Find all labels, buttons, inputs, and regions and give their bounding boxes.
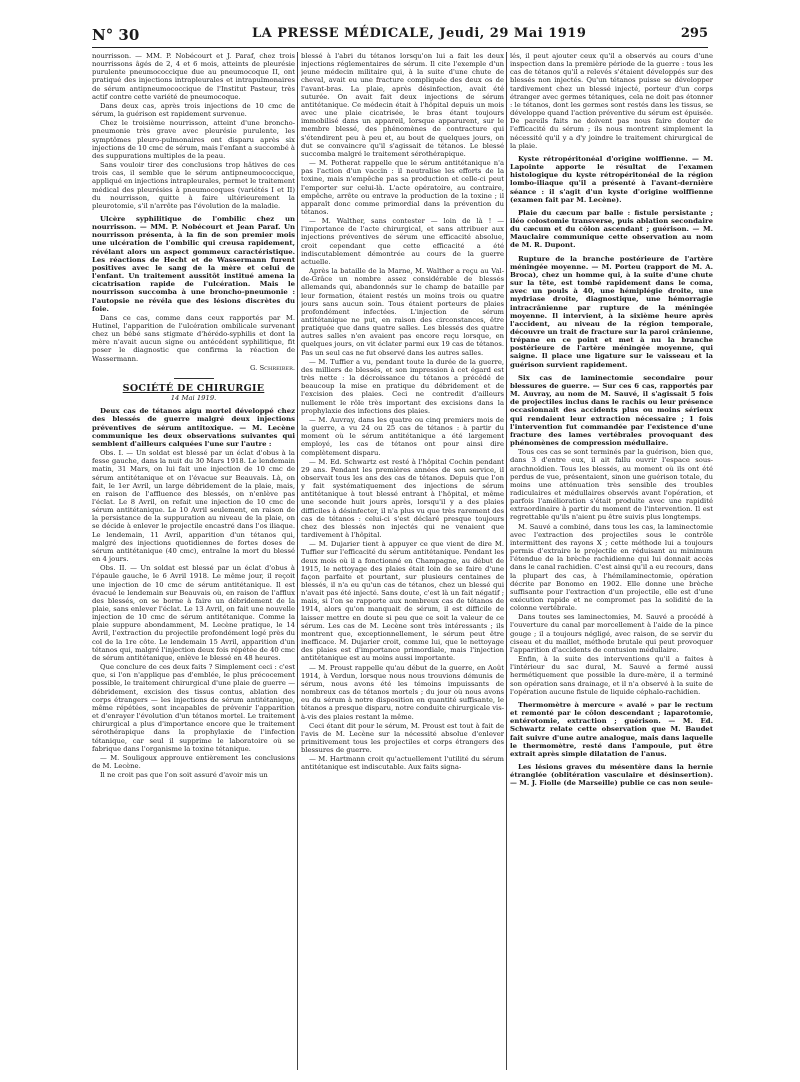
- paragraph: — M. Dujarier tient à appuyer ce que vient de dire M. Tuffier sur l'efficacité du sérum antitétanique. Pendant les deux mois où il a fonctionné en Champagne, au début de 1915, le nettoyage des plaies était loin de se faire d'une façon parfaite et pourtant, sur plusieurs centaines de blessés, il n'a eu qu'un cas de tétanos, chez un blessé qui n'avait pas été injecté. Sans doute, c'est là un fait négatif ; mais, si l'on se rapporte aux nombreux cas de tétanos de 1914, alors qu'on manquait de sérum, il est difficile de laisser mettre en doute si peu que ce soit la valeur de ce sérum. Les cas de M. Lecène sont très intéressants ; ils montrent que, exceptionnellement, le sérum peut être inefficace. M. Dujarier croit, comme lui, que le nettoyage des plaies est d'importance primordiale, mais l'injection antitétanique est au moins aussi importante.: [301, 540, 504, 663]
- paragraph: Obs. I. — Un soldat est blessé par un éclat d'obus à la fesse gauche, dans la nuit du 30 Mars 1918. Le lendemain matin, 31 Mars, on lui fait une injection de 10 cmc de sérum antitétanique et on l'évacue sur Beauvais. Là, on fait, le 1er Avril, un large débridement de la plaie, mais, en raison de l'affluence des blessés, on n'enlève pas l'éclat. Le 8 Avril, on refait une injection de 10 cmc de sérum antitétanique. Le 10 Avril seulement, en raison de la persistance de la suppuration au niveau de la plaie, on se décide à enlever le projectile encastré dans l'os iliaque. Le lendemain, 11 Avril, apparition d'un tétanos qui, malgré des injections quotidiennes de fortes doses de sérum antitétanique (40 cmc), entraîne la mort du blessé en 4 jours.: [92, 449, 295, 564]
- article-heading: Les lésions graves du mésentère dans la hernie étranglée (oblitération vasculaire et désinsertion). — M. J. Fiolle (de Marseille) publie ce cas non seule-: [510, 762, 713, 788]
- paragraph: Tous ces cas se sont terminés par la guérison, bien que, dans 3 d'entre eux, il ait fallu ouvrir l'espace sous-arachnoïdien. Tous les blessés, au moment où ils ont été perdus de vue, présentaient, sinon une guérison totale, du moins une atténuation très sensible des troubles radiculaires et médullaires observés avant l'opération, et parfois l'amélioration s'était produite avec une rapidité extraordinaire à partir du moment de l'intervention. Il est regrettable qu'ils n'aient pu être suivis plus longtemps.: [510, 448, 713, 522]
- article-heading: Plaie du cæcum par balle : fistule persistante ; iléo colostomie transverse, puis ablation secondaire du cæcum et du côlon ascendant ; guérison. — M. Mauclaire communique cette observation au nom de M. R. Dupont.: [510, 208, 713, 250]
- article-heading: Rupture de la branche postérieure de l'artère méningée moyenne. — M. Porteu (rapport de M. A. Broca), chez un homme qui, à la suite d'une chute sur la tête, est tombé rapidement dans le coma, avec un pouls à 40, une hémiplégie droite, une mydriase droite, diagnostique, une hémorragie intracrânienne par rupture de la méningée moyenne. Il intervient, à la sixième heure après l'accident, au niveau de la région temporale, découvre un trait de fracture sur la paroi crânienne, trépane en ce point et met à nu la branche postérieure de l'artère méningée moyenne, qui saigne. Il place une ligature sur le vaisseau et la guérison survient rapidement.: [510, 254, 713, 369]
- paragraph: — M. Souligoux approuve entièrement les conclusions de M. Lecène.: [92, 753, 295, 770]
- paragraph: Après la bataille de la Marne, M. Walther a reçu au Val-de-Grâce un nombre assez considérable de blessés allemands qui, abandonnés sur le champ de bataille par leur formation, étaient restés un moins trois ou quatre jours sans aucun soin. Tous étaient porteurs de plaies profondément infectées. L'injection de sérum antitétanique ne put, en raison des circonstances, être pratiquée que dans quatre salles. Les blessés des quatre autres salles n'en avaient pas encore reçu lorsque, en quelques jours, on vit éclater parmi eux 19 cas de tétanos. Pas un seul cas ne fut observé dans les autres salles.: [301, 267, 504, 357]
- column-3: [510, 52, 713, 1070]
- paragraph: — M. Ed. Schwartz est resté à l'hôpital Cochin pendant 29 ans. Pendant les premières années de son service, il observait tous les ans des cas de tétanos. Depuis que l'on y fait systématiquement des injections de sérum antitétanique à tout blessé entrant à l'hôpital, et même une seconde huit jours après, lorsqu'il y a des plaies difficiles à désinfecter, il n'a plus vu que très rarement des cas de tétanos : celui-ci s'est déclaré presque toujours chez des blessés non injectés qui ne venaient que tardivement à l'hôpital.: [301, 457, 504, 540]
- paragraph: — M. Hartmann croit qu'actuellement l'utilité du sérum antitétanique est indiscutable. Aux faits signa-: [301, 755, 504, 772]
- paragraph: — M. Tuffier a vu, pendant toute la durée de la guerre, des milliers de blessés, et son impression à cet égard est très nette : la décroissance du tétanos a précédé de beaucoup la mise en pratique du débridement et de l'excision des plaies. Ceci ne contredit d'ailleurs nullement le rôle très important des excisions dans la prophylaxie des infections des plaies.: [301, 357, 504, 415]
- article-heading: Thermomètre à mercure « avalé » par le rectum et remonté par le côlon descendant ; laparotomie, entérotomie, extraction ; guérison. — M. Ed. Schwartz relate cette observation que M. Baudet fait suivre d'une autre analogue, mais dans laquelle le thermomètre, resté dans l'ampoule, put être extrait après simple dilatation de l'anus.: [510, 700, 713, 758]
- paragraph: Ceci étant dit pour le sérum, M. Proust est tout à fait de l'avis de M. Lecène sur la nécessité absolue d'enlever primitivement tous les projectiles et corps étrangers des blessures de guerre.: [301, 721, 504, 755]
- paragraph: Dans deux cas, après trois injections de 10 cmc de sérum, la guérison est rapidement survenue.: [92, 101, 295, 119]
- paragraph: — M. Walther, sans contester — loin de là ! — l'importance de l'acte chirurgical, et sans attribuer aux injections préventives de sérum une efficacité absolue, croit cependant que cette efficacité a été indiscutablement démontrée au cours de la guerre actuelle.: [301, 217, 504, 266]
- article-heading: Kyste rétropéritonéal d'origine wolffienne. — M. Lapointe apporte le résultat de l'examen histologique du kyste rétropéritonéal de la région lombo-iliaque qu'il a présenté à l'avant-dernière séance : il s'agit d'un kyste d'origine wolffienne (examen fait par M. Lecène).: [510, 154, 713, 204]
- paragraph: nourrisson. — MM. P. Nobécourt et J. Paraf, chez trois nourrissons âgés de 2, 4 et 6 mois, atteints de pleurésie purulente pneumococcique due au pneumocoque II, ont pratiqué des injections intrapleurales et intrapulmonaires de sérum antipneumococcique de l'Institut Pasteur, très actif contre cette variété de pneumocoque.: [92, 52, 295, 101]
- article-heading: Ulcère syphilitique de l'ombilic chez un nourrisson. — MM. P. Nobécourt et Jean Paraf. Un nourrisson présenta, à la fin de son premier mois une ulcération de l'ombilic qui creusa rapidement, révélant alors un aspect gommeux caractéristique. Les réactions de Hecht et de Wassermann furent positives avec le sang de la mère et celui de l'enfant. Un traitement aussitôt institué amena la cicatrisation rapide de l'ulcération. Mais le nourrisson succomba à une broncho-pneumonie : l'autopsie ne révéla que des lésions discrètes du foie.: [92, 214, 295, 313]
- paragraph: blessé à l'abri du tétanos lorsqu'on lui a fait les deux injections réglementaires de sérum. Il cite l'exemple d'un jeune médecin militaire qui, à la suite d'une chute de cheval, avait eu une fracture compliquée des deux os de l'avant-bras. La plaie, après désinfection, avait été suturée. On avait fait deux injections de sérum antitétanique. Ce médecin était à l'hôpital depuis un mois avec une plaie cicatrisée, le bras étant toujours immobilisé dans un appareil, lorsque apparurent, sur le membre blessé, des phénomènes de contracture qui s'étendirent peu à peu et, au bout de quelques jours, on dut se convaincre qu'il s'agissait de tétanos. Le blessé succomba malgré le traitement sérothérapique.: [301, 52, 504, 158]
- section-title: SOCIÉTÉ DE CHIRURGIE: [122, 382, 265, 394]
- paragraph: M. Sauvé a combiné, dans tous les cas, la laminectomie avec l'extraction des projectiles sous le contrôle intermittent des rayons X ; cette méthode lui a toujours permis d'extraire le projectile en réduisant au minimum l'étendue de la brèche rachidienne qui lui donnait accès dans le canal rachidien. C'est ainsi qu'il a eu recours, dans la plupart des cas, à l'hémilaminectomie, opération décrite par Bonomo en 1902. Elle donne une brèche suffisante pour l'extraction d'un projectile, elle est d'une exécution rapide et ne compromet pas la solidité de la colonne vertébrale.: [510, 522, 713, 613]
- section-separator: [174, 378, 214, 379]
- paragraph: Chez le troisième nourrisson, atteint d'une broncho-pneumonie très grave avec pleurésie purulente, les symptômes pleuro-pulmonaires ont disparu après six injections de 10 cmc de sérum, mais l'enfant a succombé à des suppurations multiples de la peau.: [92, 119, 295, 160]
- paragraph: Il ne croit pas que l'on soit assuré d'avoir mis un: [100, 771, 268, 780]
- paragraph: Que conclure de ces deux faits ? Simplement ceci : c'est que, si l'on n'applique pas d'emblée, le plus précocement possible, le traitement chirurgical d'une plaie de guerre — débridement, excision des tissus contus, ablation des corps étrangers — les injections de sérum antitétanique, même répétées, sont incapables de prévenir l'apparition et d'enrayer l'évolution d'un tétanos mortel. Le traitement chirurgical a plus d'importance encore que le traitement sérothérapique dans la prophylaxie de l'infection tétanique, car seul il supprime le laboratoire où se fabrique dans l'organisme la toxine tétanique.: [92, 663, 295, 753]
- paragraph: — M. Auvray, dans les quatre ou cinq premiers mois de la guerre, a vu 24 ou 25 cas de tétanos : à partir du moment où le sérum antitétanique a été largement employé, les cas de tétanos ont pour ainsi dire complètement disparu.: [301, 415, 504, 457]
- paragraph: Obs. II. — Un soldat est blessé par un éclat d'obus à l'épaule gauche, le 6 Avril 1918. Le même jour, il reçoit une injection de 10 cmc de sérum antitétanique. Il est évacué le lendemain sur Beauvais où, en raison de l'afflux des blessés, on se borne à faire un débridement de la plaie, sans enlever l'éclat. Le 13 Avril, on fait une nouvelle injection de 10 cmc de sérum antitétanique. Comme la plaie suppure abondamment, M. Lecène pratique, le 14 Avril, l'extraction du projectile profondément logé près du col de la 1re côte. Le lendemain 15 Avril, apparition d'un tétanos qui, malgré l'injection deux fois répétée de 40 cmc de sérum antitétanique, enlève le blessé en 48 heures.: [92, 564, 295, 662]
- signature: G. Schreiber.: [250, 363, 295, 372]
- column-divider-2: [506, 52, 507, 1070]
- page-number: 295: [680, 26, 708, 41]
- page-header: [92, 26, 708, 46]
- column-2: [301, 52, 504, 1070]
- issue-number: N° 30: [92, 26, 140, 44]
- paragraph: Dans toutes ses laminectomies, M. Sauvé a procédé à l'ouverture du canal par morcellement à l'aide de la pince gouge ; il a toujours négligé, avec raison, de se servir du ciseau et du maillet, méthode brutale qui peut provoquer l'apparition d'accidents de contusion médullaire.: [510, 613, 713, 654]
- session-date: 14 Mai 1919.: [170, 394, 217, 403]
- paragraph: — M. Proust rappelle qu'au début de la guerre, en Août 1914, à Verdun, lorsque nous nous trouvions démunis de sérum, nous avons été les témoins impuissants de nombreux cas de tétanos mortels ; du jour où nous avons eu du sérum à notre disposition en quantité suffisante, le tétanos a presque disparu, notre conduite chirurgicale vis-à-vis des plaies restant la même.: [301, 663, 504, 721]
- paragraph: Enfin, à la suite des interventions qu'il a faites à l'intérieur du sac dural, M. Sauvé a fermé aussi hermétiquement que possible la dure-mère, il a terminé son opération sans drainage, et il n'a observé à la suite de l'opération aucune fistule de liquide céphalo-rachidien.: [510, 655, 713, 696]
- paragraph: Sans vouloir tirer des conclusions trop hâtives de ces trois cas, il semble que le sérum antipneumococcique, appliqué en injections intrapleurales, permet le traitement médical des pleurésies à pneumocoques (variétés I et II) du nourrisson, quitte à faire ultérieurement la pleurotomie, s'il n'arrête pas l'évolution de la maladie.: [92, 161, 295, 210]
- paragraph: lés, il peut ajouter ceux qu'il a observés au cours d'une inspection dans la première période de la guerre : tous les cas de tétanos qu'il a relevés s'étaient développés sur des blessés non injectés. Qu'un tétanos puisse se développer tardivement chez un blessé injecté, porteur d'un corps étranger avec germes tétaniques, cela ne doit pas étonner : le tétanos, dont les germes sont restés dans les tissus, se développe quand l'action préventive du sérum est épuisée. De pareils faits ne doivent pas nous faire douter de l'efficacité du sérum ; ils nous montrent simplement la nécessité qu'il y a d'y joindre le traitement chirurgical de la plaie.: [510, 52, 713, 150]
- article-heading: Six cas de laminectomie secondaire pour blessures de guerre. — Sur ces 6 cas, rapportés par M. Auvray, au nom de M. Sauvé, il s'agissait 5 fois de projectiles inclus dans le rachis ou leur présence occasionnait des accidents plus ou moins sérieux qui rendaient leur extraction nécessaire ; 1 fois l'intervention fut commandée par l'existence d'une fracture des lames vertébrales provoquant des phénomènes de compression médullaire.: [510, 373, 713, 448]
- paragraph: Dans ce cas, comme dans ceux rapportés par M. Hutinel, l'apparition de l'ulcération ombilicale survenant chez un bébé sans stigmate d'hérédo-syphilis et dont la mère n'avait aucun signe ou antécédent syphilitique, fit poser le diagnostic que confirma la réaction de Wassermann.: [92, 313, 295, 363]
- header-rule: [92, 47, 708, 48]
- paragraph: — M. Potherat rappelle que le sérum antitétanique n'a pas l'action d'un vaccin : il neutralise les efforts de la toxine, mais n'empêche pas sa production et celle-ci peut l'emporter sur celui-là. L'acte opératoire, au contraire, empêche, arrête ou entrave la production de la toxine ; il apparaît donc comme primordial dans la prévention du tétanos.: [301, 159, 504, 216]
- article-heading: Deux cas de tétanos aigu mortel développé chez des blessés de guerre malgré deux injections préventives de sérum antitoxique. — M. Lecène communique les deux observations suivantes qui semblent d'ailleurs calquées l'une sur l'autre :: [92, 407, 295, 448]
- column-1: [92, 52, 295, 1070]
- column-divider-1: [297, 52, 298, 1070]
- journal-title: LA PRESSE MÉDICALE, Jeudi, 29 Mai 1919: [252, 26, 587, 41]
